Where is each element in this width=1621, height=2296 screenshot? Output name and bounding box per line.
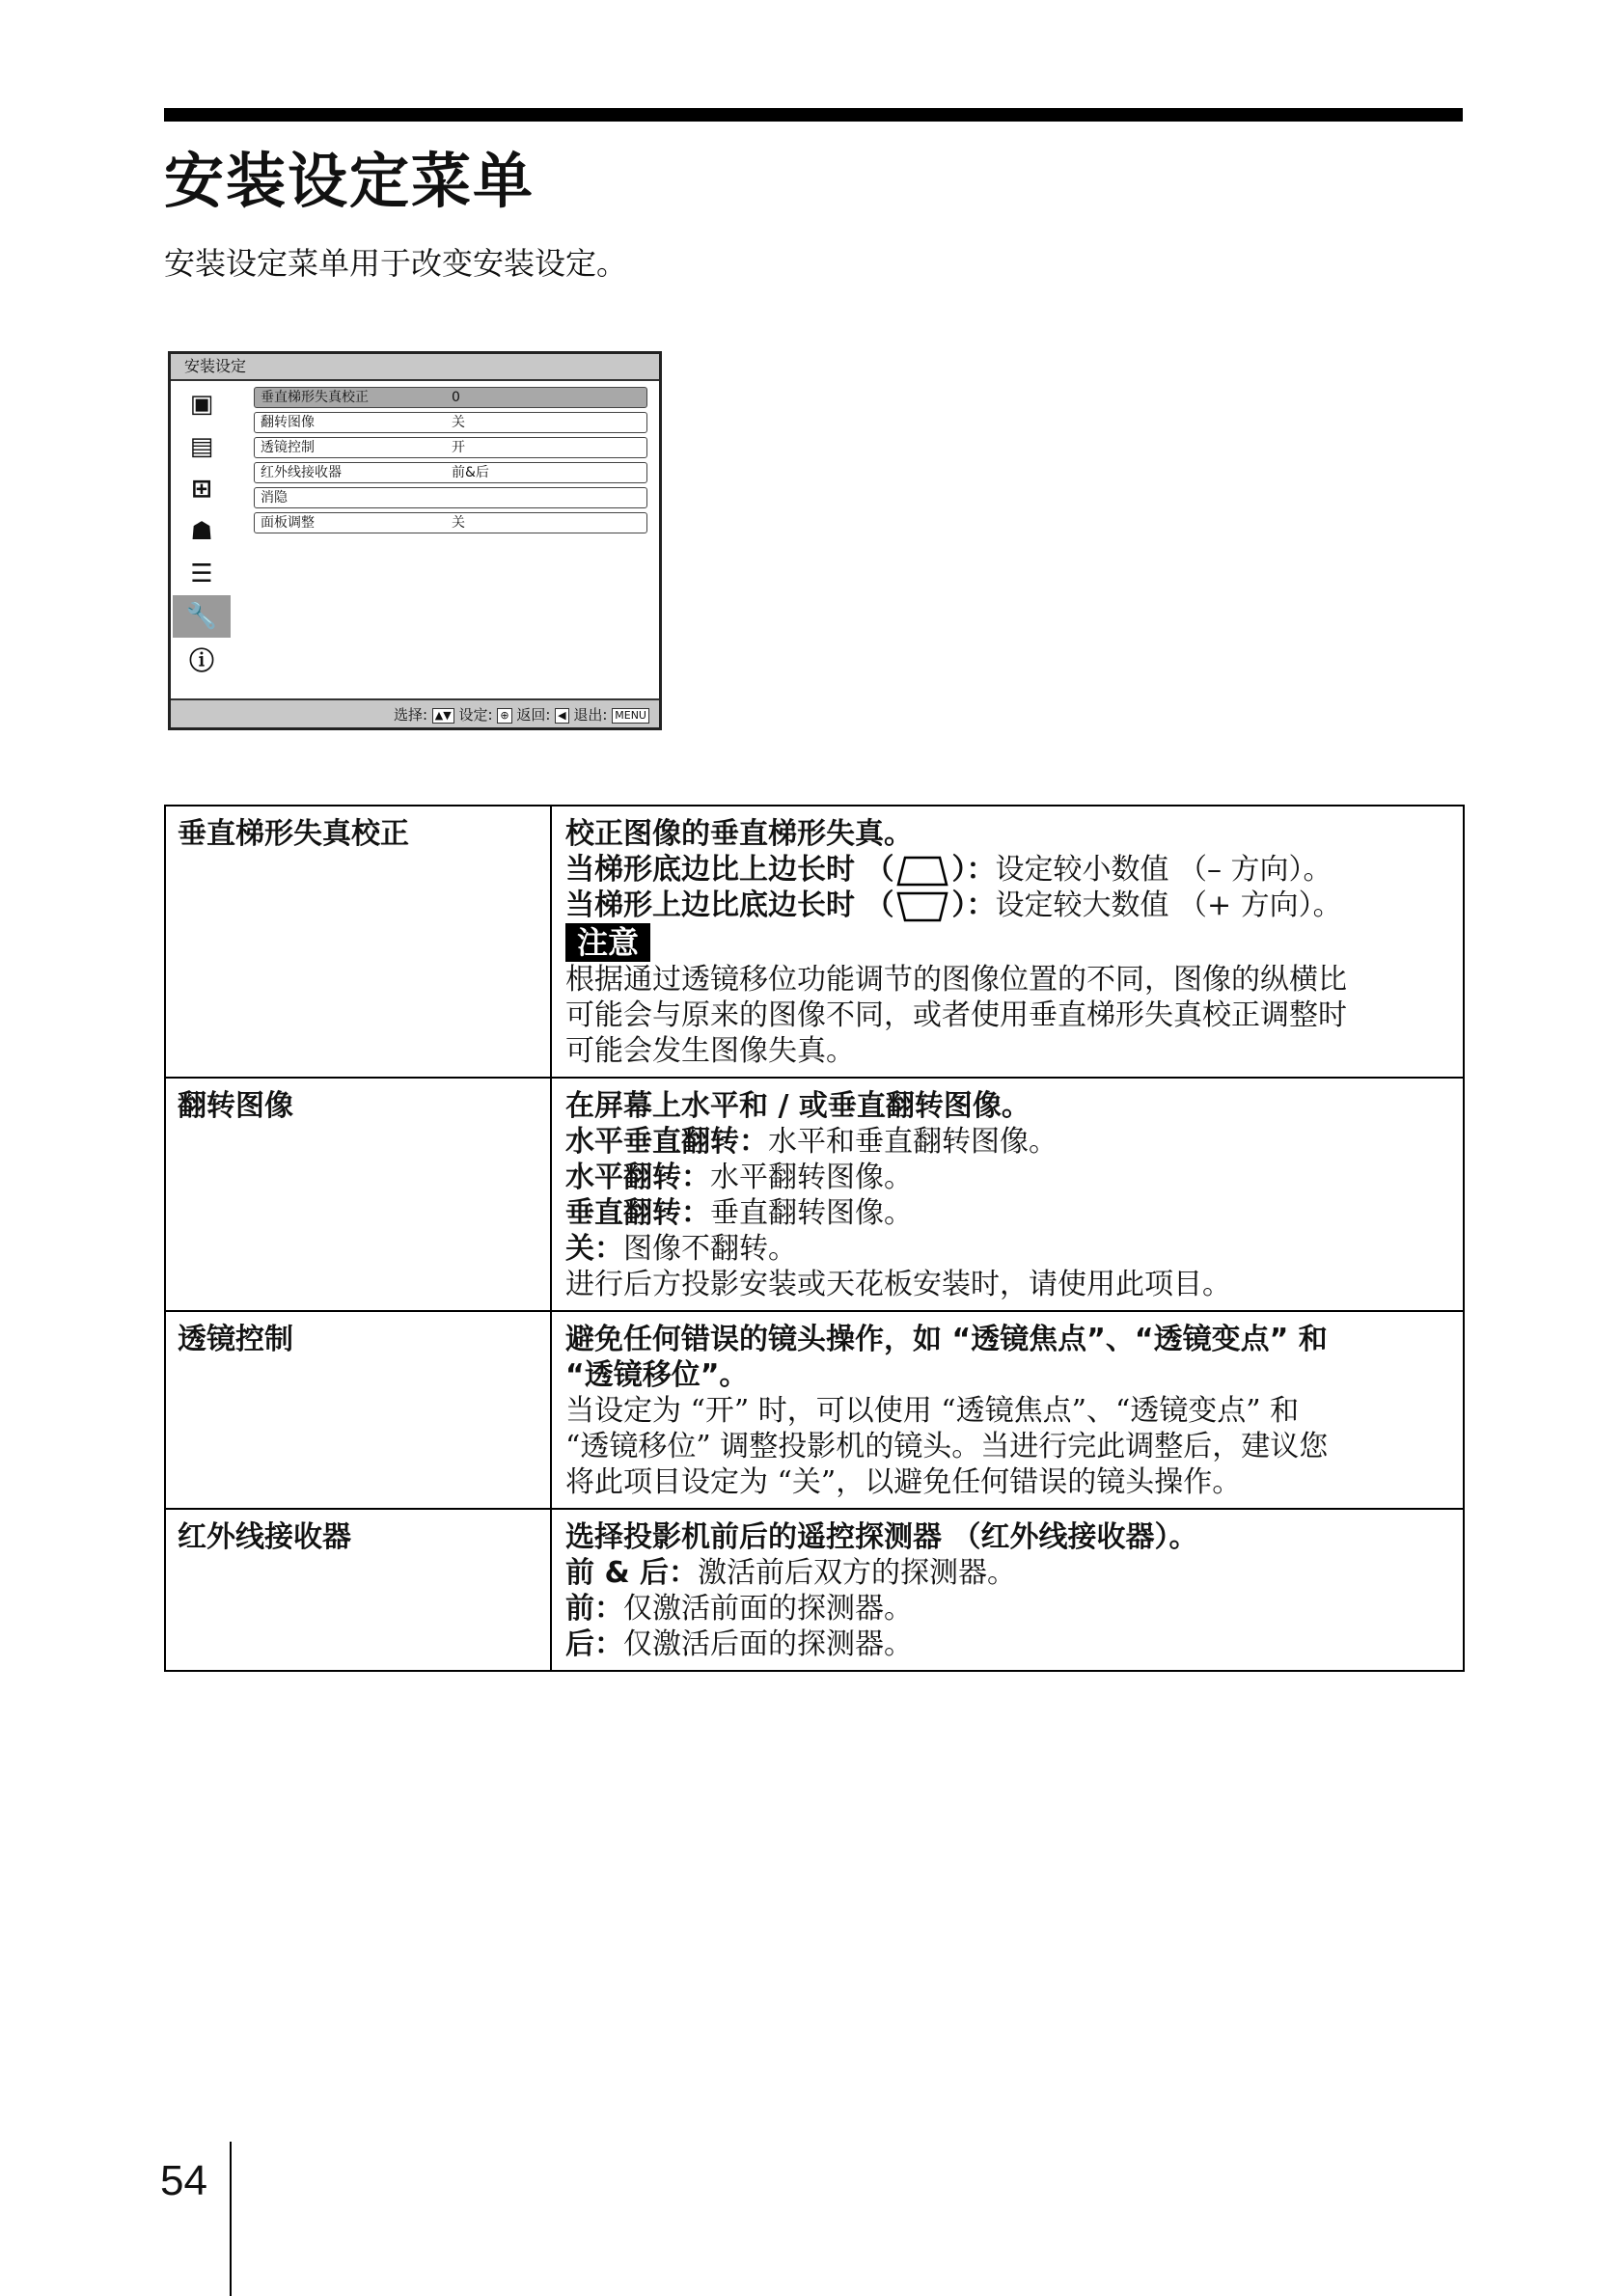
- osd-row-label: 透镜控制: [261, 440, 315, 455]
- osd-row-label: 消隐: [261, 490, 288, 506]
- table-row: [165, 1509, 1464, 1671]
- setting-name: 翻转图像: [165, 1078, 551, 1311]
- setting-description: [551, 1078, 1464, 1311]
- setting-name: 透镜控制: [165, 1311, 551, 1509]
- osd-row-label: 翻转图像: [261, 415, 315, 430]
- installation-icon[interactable]: 🔧: [173, 595, 231, 638]
- osd-footer-set: 设定:: [458, 706, 493, 724]
- page-title: 安装设定菜单: [164, 146, 536, 216]
- option-line: 水平翻转：水平翻转图像。: [565, 1161, 913, 1194]
- osd-header: 安装设定: [171, 354, 659, 381]
- setting-name: 红外线接收器: [165, 1509, 551, 1671]
- note-label: 注意: [565, 923, 650, 962]
- intro-text: 安装设定菜单用于改变安装设定。: [164, 245, 628, 282]
- osd-row-value: 关: [452, 415, 465, 430]
- osd-footer-select: 选择:: [393, 706, 427, 724]
- note-line: 可能会与原来的图像不同，或者使用垂直梯形失真校正调整时: [565, 998, 1347, 1032]
- osd-row-flip[interactable]: [254, 412, 647, 433]
- top-rule: [164, 108, 1463, 122]
- enter-key-icon: ⊕: [497, 708, 511, 724]
- osd-row-value: 开: [452, 440, 465, 455]
- osd-row-label: 垂直梯形失真校正: [261, 390, 369, 405]
- setting-lead: “透镜移位”。: [565, 1358, 749, 1392]
- note-line: 根据通过透镜移位功能调节的图像位置的不同，图像的纵横比: [565, 963, 1347, 997]
- setting-text: 将此项目设定为 “关”，以避免任何错误的镜头操作。: [565, 1465, 1242, 1499]
- setting-text: 当设定为 “开” 时，可以使用 “透镜焦点”、“透镜变点” 和: [565, 1394, 1300, 1428]
- option-line: 前 & 后：激活前后双方的探测器。: [565, 1556, 1017, 1590]
- table-row: [165, 1078, 1464, 1311]
- setting-lead: 避免任何错误的镜头操作，如 “透镜焦点”、“透镜变点” 和: [565, 1323, 1328, 1356]
- osd-row-value: 前&后: [452, 465, 489, 480]
- picture-icon[interactable]: ▣: [189, 390, 214, 419]
- left-key-icon: ◀: [555, 708, 568, 724]
- option-line: 后：仅激活后面的探测器。: [565, 1627, 913, 1661]
- osd-footer: [171, 698, 659, 727]
- osd-row-panel-alignment[interactable]: [254, 512, 647, 533]
- setting-tail: 进行后方投影安装或天花板安装时，请使用此项目。: [565, 1268, 1231, 1301]
- osd-menu-list: [254, 387, 647, 537]
- osd-row-value: 0: [452, 390, 460, 405]
- osd-row-value: [452, 488, 646, 507]
- up-down-key-icon: ▲▼: [432, 708, 454, 724]
- trapezoid-wide-bottom-icon: [895, 855, 949, 888]
- information-icon[interactable]: ⓘ: [188, 646, 214, 676]
- setting-text: “透镜移位” 调整投影机的镜头。当进行完此调整后，建议您: [565, 1430, 1329, 1463]
- osd-row-lens-control[interactable]: [254, 437, 647, 458]
- setting-lead: 选择投影机前后的遥控探测器 （红外线接收器）。: [565, 1520, 1198, 1554]
- osd-row-ir-receiver[interactable]: [254, 462, 647, 483]
- table-row: [165, 1311, 1464, 1509]
- osd-row-keystone[interactable]: [254, 387, 647, 408]
- option-line: 前：仅激活前面的探测器。: [565, 1592, 913, 1626]
- setting-description: [551, 806, 1464, 1078]
- page-number: 54: [160, 2157, 207, 2204]
- option-line: 垂直翻转：垂直翻转图像。: [565, 1196, 913, 1230]
- menu-key-icon: MENU: [612, 708, 649, 724]
- settings-table: [164, 805, 1465, 1672]
- osd-footer-back: 返回:: [516, 706, 551, 724]
- page-number-rule: [230, 2142, 232, 2296]
- osd-menu-screenshot: [168, 351, 662, 730]
- option-line: 水平垂直翻转：水平和垂直翻转图像。: [565, 1125, 1058, 1159]
- osd-row-value: 关: [452, 515, 465, 531]
- operation-icon[interactable]: ☰: [190, 560, 213, 588]
- setting-description: [551, 1311, 1464, 1509]
- option-line: 关：图像不翻转。: [565, 1232, 797, 1266]
- osd-row-label: 红外线接收器: [261, 465, 342, 480]
- keystone-line-2: 当梯形上边比底边长时 （ ）：设定较大数值 （+ 方向）。: [565, 888, 1342, 922]
- screen-icon[interactable]: ⊞: [191, 475, 212, 504]
- setting-lead: 校正图像的垂直梯形失真。: [565, 817, 913, 851]
- table-row: [165, 806, 1464, 1078]
- setting-name: 垂直梯形失真校正: [165, 806, 551, 1078]
- osd-sidebar: [173, 383, 236, 694]
- note-line: 可能会发生图像失真。: [565, 1034, 855, 1068]
- setting-description: [551, 1509, 1464, 1671]
- advanced-picture-icon[interactable]: ▤: [189, 432, 214, 461]
- function-icon[interactable]: ☗: [190, 517, 213, 546]
- osd-row-blanking[interactable]: [254, 487, 647, 508]
- trapezoid-wide-top-icon: [895, 890, 949, 923]
- osd-row-label: 面板调整: [261, 515, 315, 531]
- keystone-line-1: 当梯形底边比上边长时 （ ）：设定较小数值 （– 方向）。: [565, 853, 1333, 887]
- osd-footer-exit: 退出:: [573, 706, 608, 724]
- setting-lead: 在屏幕上水平和 / 或垂直翻转图像。: [565, 1089, 1030, 1123]
